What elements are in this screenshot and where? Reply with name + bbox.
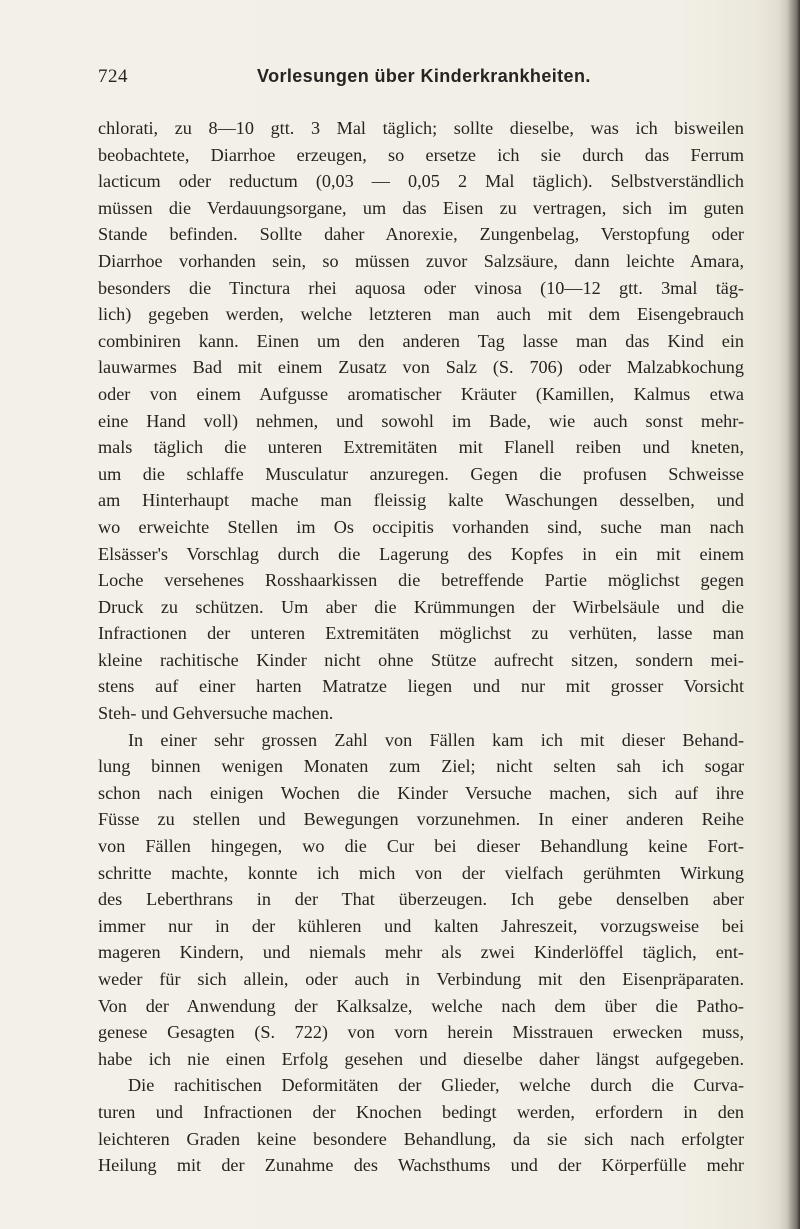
page-edge-shadow bbox=[778, 0, 800, 1229]
text-line: von Fällen hingegen, wo die Cur bei dieser Behandlung keine Fort- bbox=[98, 836, 744, 857]
text-line: Elsässer's Vorschlag durch die Lagerung des Kopfes in ein mit einem bbox=[98, 543, 744, 564]
text-line: lacticum oder reductum (0,03 — 0,05 2 Mal täglich). Selbstverständlich bbox=[98, 171, 744, 192]
paragraph-start-line: Die rachitischen Deformitäten der Glieder, welche durch die Curva- bbox=[128, 1075, 744, 1096]
paragraph-end-line: Steh- und Gehversuche machen. bbox=[98, 703, 334, 724]
text-line: beobachtete, Diarrhoe erzeugen, so ersetze ich sie durch das Ferrum bbox=[98, 144, 744, 165]
text-line: am Hinterhaupt mache man fleissig kalte Waschungen desselben, und bbox=[98, 490, 744, 511]
body-text bbox=[98, 115, 744, 1179]
page-number: 724 bbox=[98, 66, 128, 87]
text-line: Von der Anwendung der Kalksalze, welche nach dem über die Patho- bbox=[98, 995, 744, 1016]
page-header bbox=[98, 66, 748, 94]
text-line: habe ich nie einen Erfolg gesehen und dieselbe daher längst aufgegeben. bbox=[98, 1048, 744, 1069]
text-line: immer nur in der kühleren und kalten Jahreszeit, vorzugsweise bei bbox=[98, 915, 744, 936]
text-line: schon nach einigen Wochen die Kinder Versuche machen, sich auf ihre bbox=[98, 782, 744, 803]
text-line: mageren Kindern, und niemals mehr als zwei Kinderlöffel täglich, ent- bbox=[98, 942, 744, 963]
text-line: mals täglich die unteren Extremitäten mit Flanell reiben und kneten, bbox=[98, 437, 744, 458]
text-line: wo erweichte Stellen im Os occipitis vorhanden sind, suche man nach bbox=[98, 516, 744, 537]
text-line: turen und Infractionen der Knochen bedingt werden, erfordern in den bbox=[98, 1101, 744, 1122]
text-line: oder von einem Aufgusse aromatischer Kräuter (Kamillen, Kalmus etwa bbox=[98, 383, 744, 404]
text-line: kleine rachitische Kinder nicht ohne Stütze aufrecht sitzen, sondern mei- bbox=[98, 649, 744, 670]
text-line: schritte machte, konnte ich mich von der vielfach gerühmten Wirkung bbox=[98, 862, 744, 883]
text-line: müssen die Verdauungsorgane, um das Eisen zu vertragen, sich im guten bbox=[98, 197, 744, 218]
text-line: Druck zu schützen. Um aber die Krümmungen der Wirbelsäule und die bbox=[98, 596, 744, 617]
text-line: genese Gesagten (S. 722) von vorn herein Misstrauen erwecken muss, bbox=[98, 1022, 744, 1043]
text-line: Stande befinden. Sollte daher Anorexie, Zungenbelag, Verstopfung oder bbox=[98, 224, 744, 245]
text-line: weder für sich allein, oder auch in Verbindung mit den Eisenpräparaten. bbox=[98, 969, 744, 989]
text-line: lich) gegeben werden, welche letzteren man auch mit dem Eisengebrauch bbox=[98, 304, 744, 325]
text-line: Füsse zu stellen und Bewegungen vorzunehmen. In einer anderen Reihe bbox=[98, 809, 744, 830]
paragraph-start-line: In einer sehr grossen Zahl von Fällen kam ich mit dieser Behand- bbox=[128, 729, 744, 750]
text-line: des Leberthrans in der That überzeugen. Ich gebe denselben aber bbox=[98, 889, 744, 910]
running-title: Vorlesungen über Kinderkrankheiten. bbox=[257, 66, 591, 86]
text-line: Diarrhoe vorhanden sein, so müssen zuvor Salzsäure, dann leichte Amara, bbox=[98, 250, 744, 271]
text-line: combiniren kann. Einen um den anderen Tag lasse man das Kind ein bbox=[98, 330, 744, 351]
text-line: eine Hand voll) nehmen, und sowohl im Bade, wie auch sonst mehr- bbox=[98, 410, 744, 431]
text-line: Heilung mit der Zunahme des Wachsthums und der Körperfülle mehr bbox=[98, 1155, 744, 1176]
text-line: chlorati, zu 8—10 gtt. 3 Mal täglich; sollte dieselbe, was ich bisweilen bbox=[98, 118, 744, 138]
text-line: lung binnen wenigen Monaten zum Ziel; nicht selten sah ich sogar bbox=[98, 756, 744, 777]
text-line: um die schlaffe Musculatur anzuregen. Gegen die profusen Schweisse bbox=[98, 463, 744, 484]
text-line: leichteren Graden keine besondere Behandlung, da sie sich nach erfolgter bbox=[98, 1128, 744, 1149]
text-line: stens auf einer harten Matratze liegen und nur mit grosser Vorsicht bbox=[98, 676, 744, 697]
text-line: Infractionen der unteren Extremitäten möglichst zu verhüten, lasse man bbox=[98, 623, 744, 644]
text-line: Loche versehenes Rosshaarkissen die betreffende Partie möglichst gegen bbox=[98, 570, 744, 591]
text-line: besonders die Tinctura rhei aquosa oder vinosa (10—12 gtt. 3mal täg- bbox=[98, 277, 744, 298]
text-line: lauwarmes Bad mit einem Zusatz von Salz (S. 706) oder Malzabkochung bbox=[98, 357, 744, 378]
